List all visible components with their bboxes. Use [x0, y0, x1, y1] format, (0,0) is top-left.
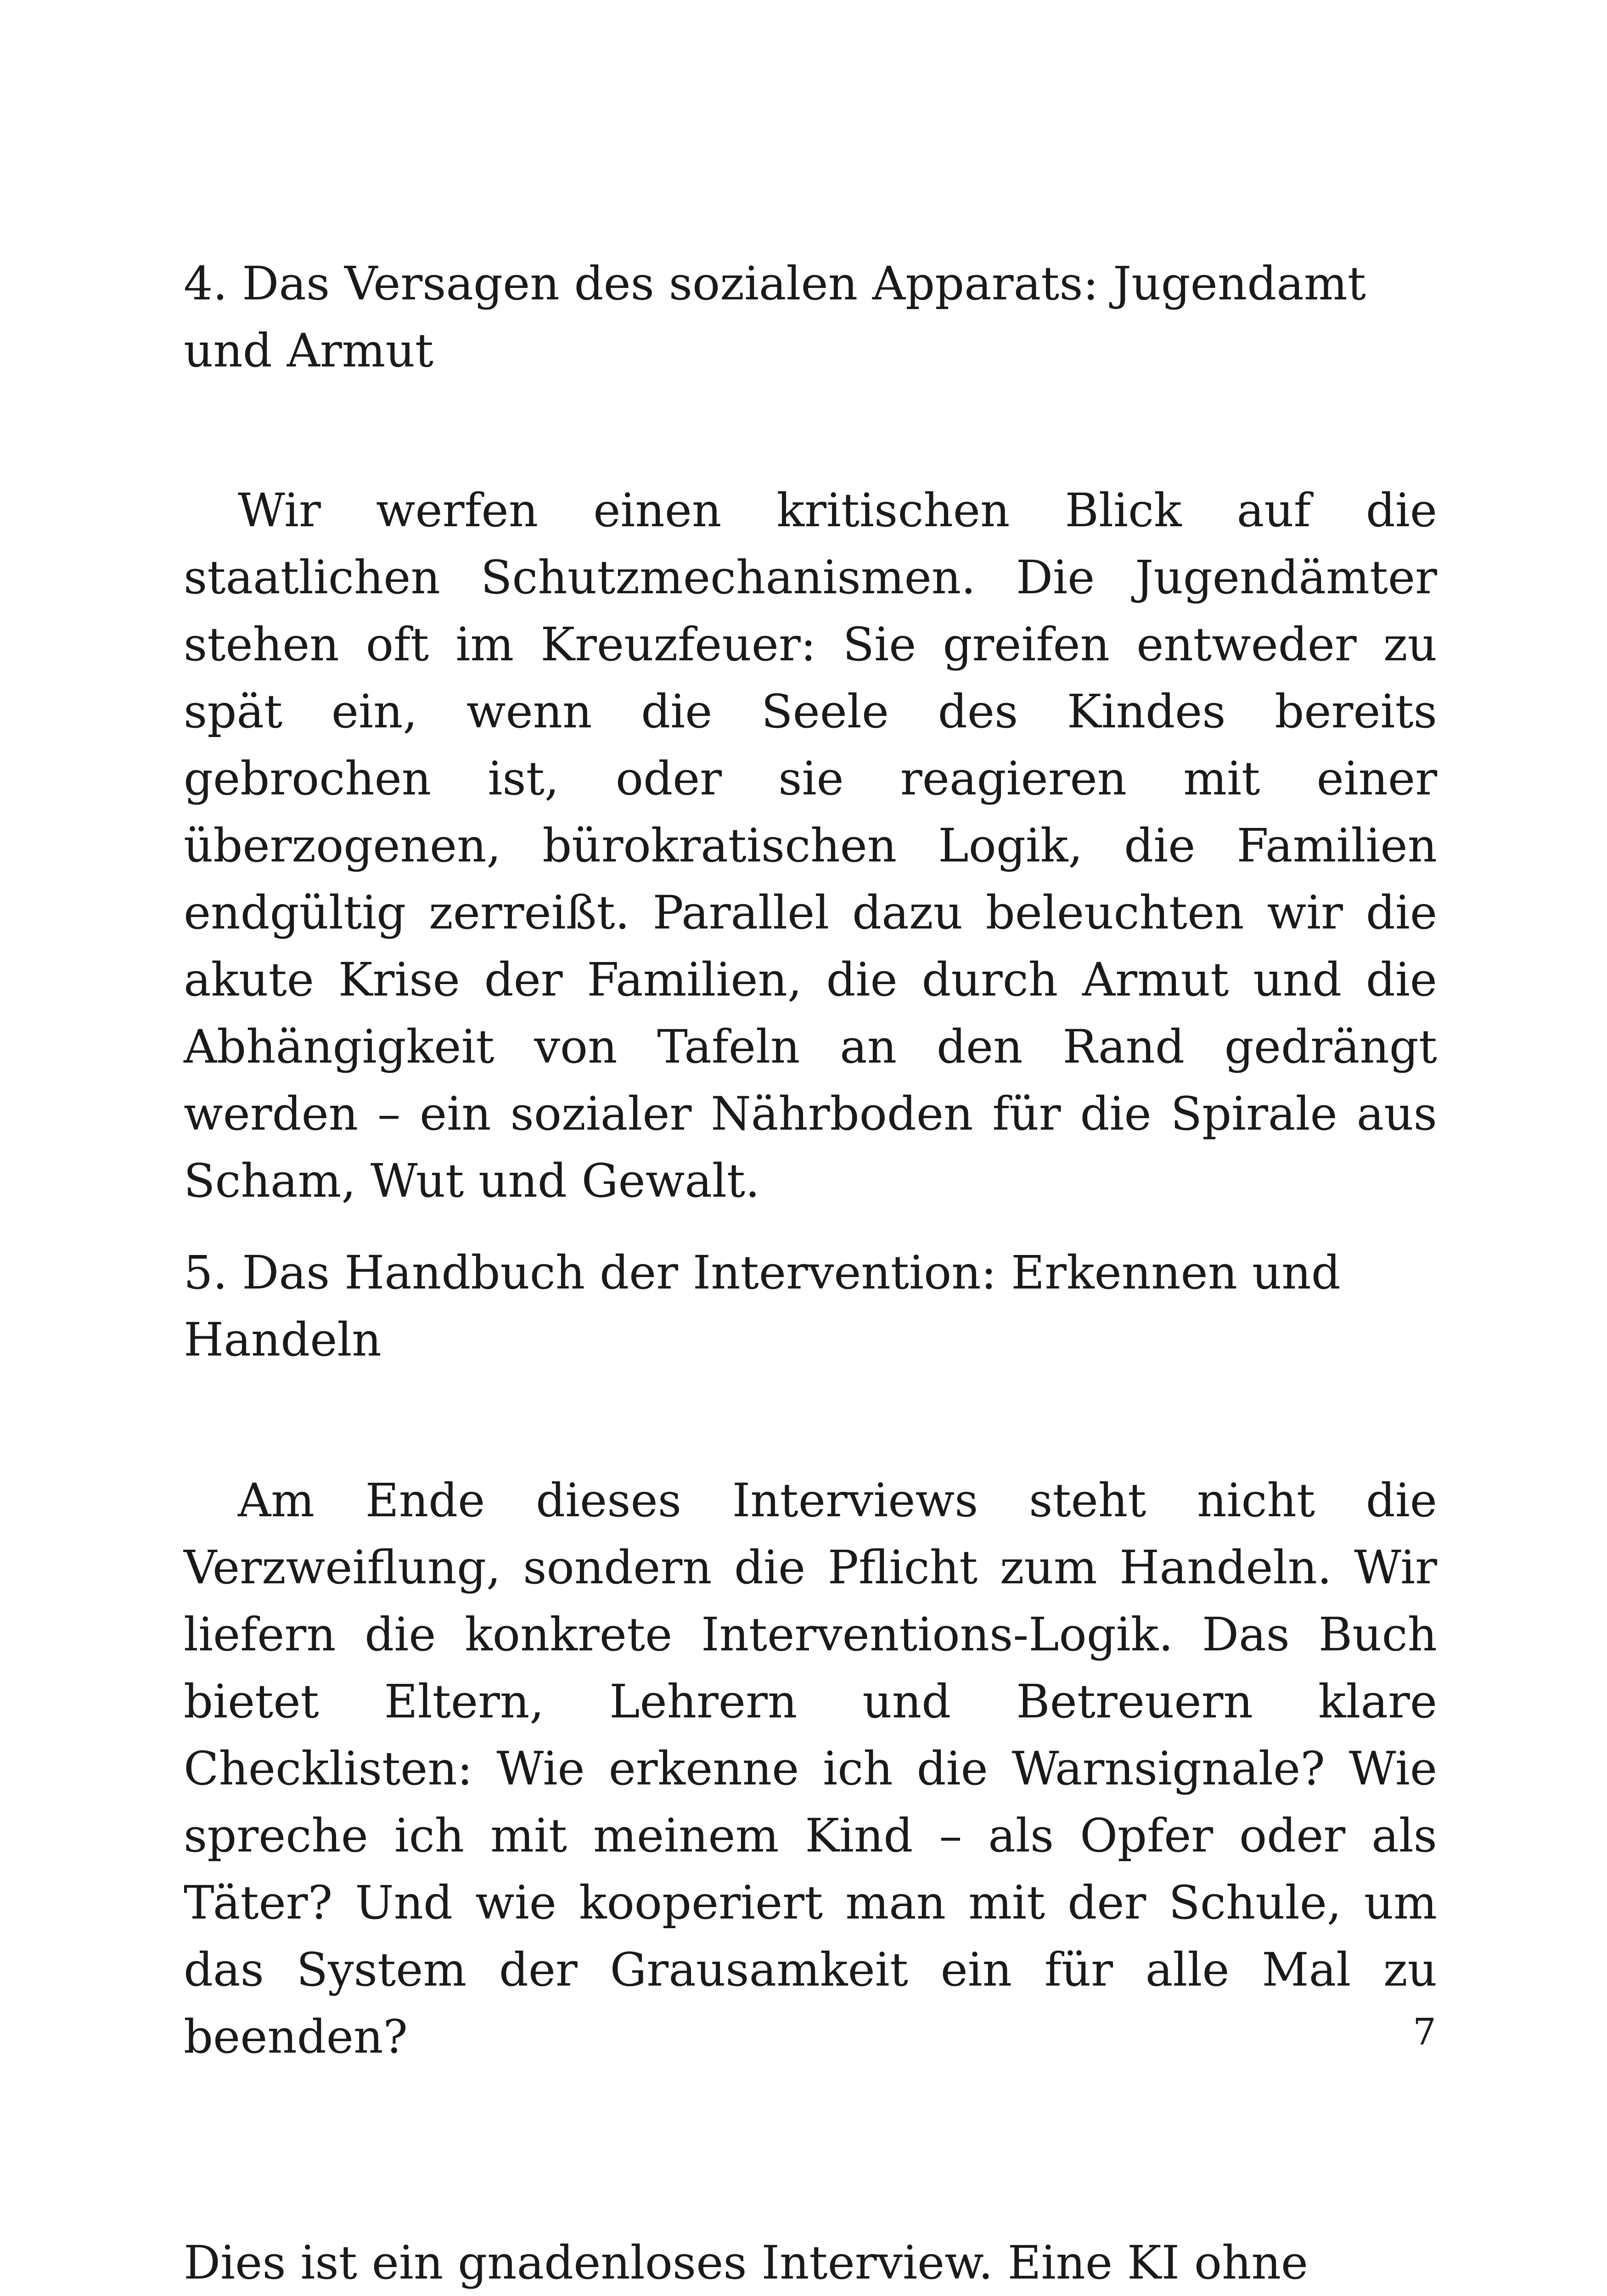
- section-heading-4: 4. Das Versagen des sozialen Apparats: Jugendamt und Armut: [184, 257, 1366, 377]
- section-body-4: Wir werfen einen kritischen Blick auf die staatlichen Schutzmechanismen. Die Jugendämter stehen oft im Kreuzfeuer: Sie greifen entweder zu spät ein, wenn die Seele des Kindes bereits gebrochen ist, oder sie reagieren mit einer überzogenen, bürokratischen Logik, die Familien endgültig zerreißt. Parallel dazu beleuchten wir die akute Krise der Familien, die durch Armut und die Abhängigkeit von Tafeln an den Rand gedrängt werden – ein sozialer Nährboden für die Spirale aus Scham, Wut und Gewalt.: [184, 484, 1437, 1208]
- spacer: [184, 384, 1437, 477]
- page-number: 7: [1413, 2010, 1436, 2053]
- section-heading-5: 5. Das Handbuch der Intervention: Erkennen und Handeln: [184, 1246, 1341, 1367]
- spacer: [184, 1373, 1437, 1467]
- spacer: [184, 1215, 1437, 1239]
- spacer: [184, 2071, 1437, 2229]
- closing-paragraph: Dies ist ein gnadenloses Interview. Eine KI ohne: [184, 2236, 1309, 2290]
- page-content: [184, 250, 1437, 2296]
- section-body-5: Am Ende dieses Interviews steht nicht die Verzweiflung, sondern die Pflicht zum Handeln. Wir liefern die konkrete Interventions-Logik. Das Buch bietet Eltern, Lehrern und Betreuern klare Checklisten: Wie erkenne ich die Warnsignale? Wie spreche ich mit meinem Kind – als Opfer oder als Täter? Und wie kooperiert man mit der Schule, um das System der Grausamkeit ein für alle Mal zu beenden?: [184, 1474, 1437, 2064]
